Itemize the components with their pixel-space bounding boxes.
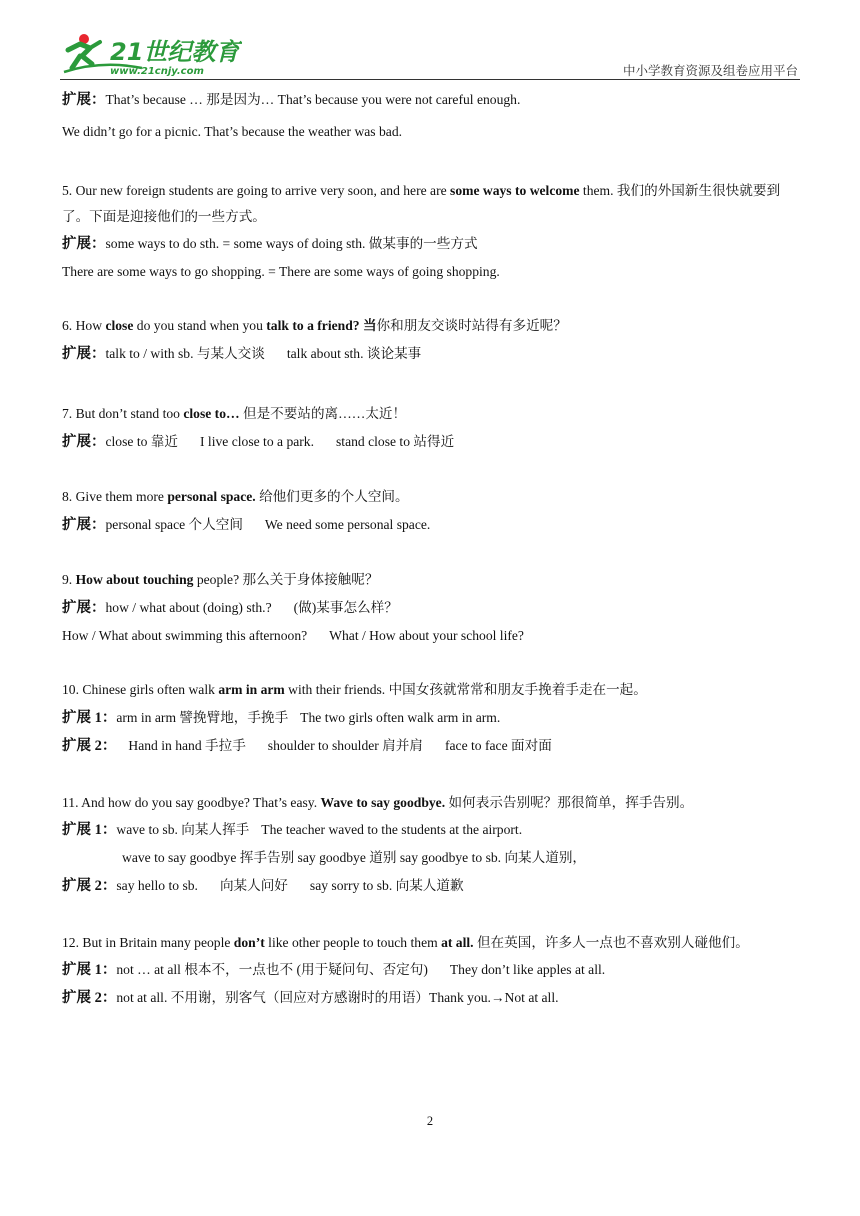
top-example: We didn’t go for a picnic. That’s because the weather was bad. — [62, 124, 403, 139]
sentence-11: 11. And how do you say goodbye? That’s easy. Wave to say goodbye. 如何表示告别呢？那很简单，挥手告别。 — [62, 795, 694, 810]
s12-ext2: 扩展 2：not at all. 不用谢，别客气（回应对方感谢时的用语）Thank you.→Not at all. — [62, 990, 559, 1006]
sentence-9: 9. How about touching people? 那么关于身体接触呢？ — [62, 572, 379, 587]
sentence-6: 6. How close do you stand when you talk to a friend? 当你和朋友交谈时站得有多近呢？ — [62, 318, 567, 333]
s7-ext: 扩展：close to 靠近 I live close to a park. stand close to 站得近 — [62, 434, 455, 450]
top-ext: 扩展：That’s because … 那是因为… That’s because you were not careful enough. — [62, 92, 521, 108]
s9-example: How / What about swimming this afternoon? What / How about your school life? — [62, 628, 524, 643]
s5-ext: 扩展：some ways to do sth. = some ways of doing sth. 做某事的一些方式 — [62, 236, 478, 252]
sentence-5: 5. Our new foreign students are going to arrive very soon, and here are some ways to welcome them. 我们的外国新生很快就要到了。下面是迎接他们的一些方式。 — [62, 183, 781, 224]
sentence-10: 10. Chinese girls often walk arm in arm with their friends. 中国女孩就常常和朋友手挽着手走在一起。 — [62, 682, 647, 697]
s10-ext2: 扩展 2： Hand in hand 手拉手 shoulder to shoulder 肩并肩 face to face 面对面 — [62, 738, 552, 754]
s6-ext: 扩展：talk to / with sb. 与某人交谈 talk about sth. 谈论某事 — [62, 346, 422, 362]
s8-ext: 扩展：personal space 个人空间 We need some personal space. — [62, 517, 431, 533]
sentence-12: 12. But in Britain many people don’t like other people to touch them at all. 但在英国，许多人一点也不喜欢别人碰他们。 — [62, 935, 749, 950]
s5-example: There are some ways to go shopping. = There are some ways of going shopping. — [62, 264, 500, 279]
logo-title: 21世纪教育 — [110, 38, 240, 66]
header-rule — [60, 79, 800, 80]
s11-ext1: 扩展 1：wave to sb. 向某人挥手 The teacher waved to the students at the airport. — [62, 822, 523, 838]
s9-ext: 扩展：how / what about (doing) sth.? (做)某事怎么样？ — [62, 600, 398, 616]
21cnjy-logo — [62, 30, 242, 78]
s10-ext1: 扩展 1：arm in arm 譬挽臂地，手挽手 The two girls often walk arm in arm. — [62, 710, 501, 726]
content — [62, 86, 802, 1012]
sentence-8: 8. Give them more personal space. 给他们更多的个人空间。 — [62, 489, 409, 504]
sentence-7: 7. But don’t stand too close to… 但是不要站的离……太近！ — [62, 406, 407, 421]
logo-url: www.21cnjy.com — [110, 66, 204, 77]
s12-ext1: 扩展 1：not … at all 根本不，一点也不 (用于疑问句、否定句) They don’t like apples at all. — [62, 962, 606, 978]
page-number: 2 — [426, 1114, 434, 1128]
s11-ext1-more: wave to say goodbye 挥手告别 say goodbye 道别 say goodbye to sb. 向某人道别， — [122, 850, 587, 865]
platform-name: 中小学教育资源及组卷应用平台 — [622, 64, 798, 78]
s11-ext2: 扩展 2：say hello to sb. 向某人问好 say sorry to sb. 向某人道歉 — [62, 878, 464, 894]
